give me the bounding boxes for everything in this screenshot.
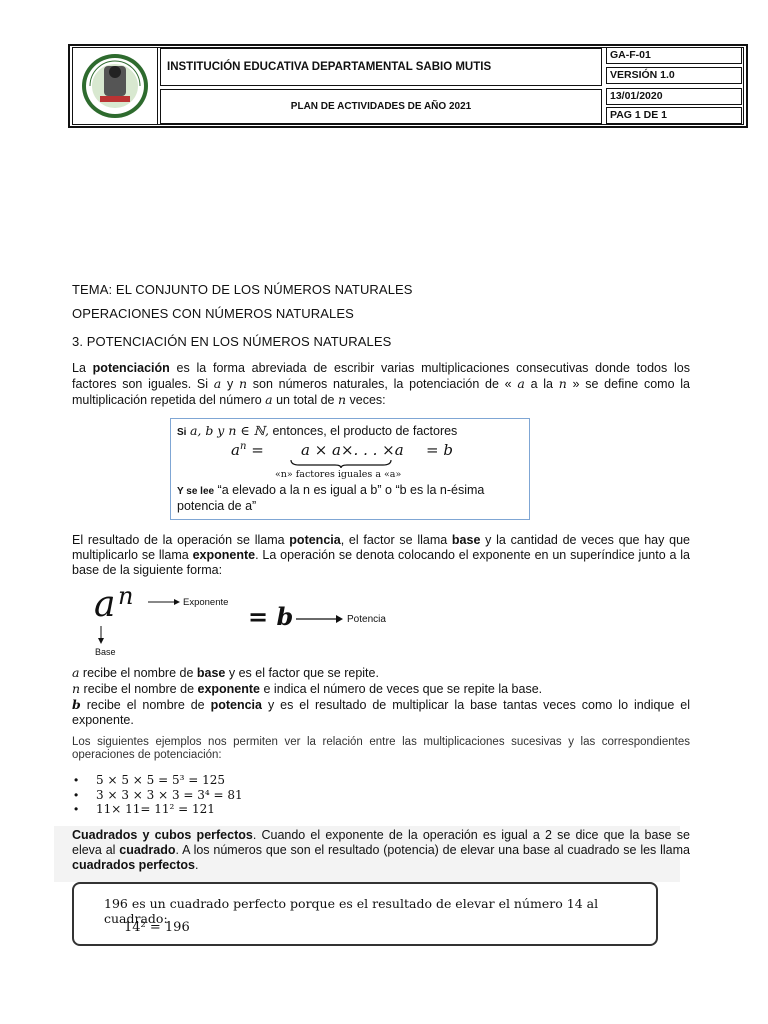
role-exponent: n recibe el nombre de exponente e indica el número de veces que se repite la base.: [72, 681, 543, 696]
formula-result: = b: [426, 441, 453, 459]
definition-line1: Si a, b y n ∈ ℕ, entonces, el producto de factores: [177, 423, 458, 438]
perfect-square-example-box: [72, 882, 658, 946]
base-arrow: [97, 626, 105, 646]
formula-product: a × a×. . . ×a: [301, 441, 404, 459]
doc-version: VERSIÓN 1.0: [606, 67, 742, 84]
role-potencia: b recibe el nombre de potencia y es el resultado de multiplicar la base tantas veces como lo indique el exponente.: [72, 697, 690, 727]
base-label: Base: [95, 647, 116, 657]
definition-box: [170, 418, 530, 520]
diagram-base-letter: a: [94, 584, 116, 625]
plan-title: PLAN DE ACTIVIDADES DE AÑO 2021: [160, 89, 602, 124]
exponente-label: Exponente: [183, 597, 229, 608]
example-box-line2: 14² = 196: [124, 920, 190, 935]
doc-page: PAG 1 DE 1: [606, 107, 742, 124]
potencia-arrow: [296, 614, 344, 624]
example-item: • 5 × 5 × 5 = 5³ = 125: [74, 773, 225, 787]
intro-paragraph: La potenciación es la forma abreviada de escribir varias multiplicaciones consecutivas donde todos los factores son iguales. Si a y n son números naturales, la potenciación de « a a la n » se define como la multiplicación repetida del número a un total de n veces:: [72, 361, 690, 407]
underbrace-label: «n» factores iguales a «a»: [275, 469, 402, 480]
cuadrados-paragraph: Cuadrados y cubos perfectos. Cuando el exponente de la operación es igual a 2 se dice que la base se eleva al cuadrado. A los números que son el resultado (potencia) de elevar una base al cuadrado se les llama cuadrados perfectos.: [72, 828, 690, 872]
examples-intro: Los siguientes ejemplos nos permiten ver la relación entre las multiplicaciones sucesivas y las correspondientes operaciones de potenciación:: [72, 736, 690, 761]
diagram-exponent-letter: n: [118, 582, 134, 610]
example-item: • 3 × 3 × 3 × 3 = 3⁴ = 81: [74, 788, 243, 802]
definition-reading: Y se lee “a elevado a la n es igual a b” o “b es la n-ésima potencia de a”: [177, 483, 485, 513]
topic-subtitle: OPERACIONES CON NÚMEROS NATURALES: [72, 306, 354, 321]
example-item: • 11× 11= 11² = 121: [74, 802, 215, 816]
doc-code: GA-F-01: [606, 47, 742, 64]
diagram-equals-b: = b: [248, 602, 294, 631]
section-heading: 3. POTENCIACIÓN EN LOS NÚMEROS NATURALES: [72, 334, 392, 349]
potencia-label: Potencia: [347, 614, 386, 625]
underbrace: [289, 459, 393, 469]
example-box-line1: 196 es un cuadrado perfecto porque es el resultado de elevar el número 14 al cuadrado:: [104, 896, 599, 926]
school-seal-logo: [80, 52, 150, 120]
exponent-arrow: [148, 598, 182, 606]
topic-title: TEMA: EL CONJUNTO DE LOS NÚMEROS NATURALES: [72, 282, 413, 297]
result-paragraph: El resultado de la operación se llama potencia, el factor se llama base y la cantidad de veces que hay que multiplicarlo se llama exponente. La operación se denota colocando el exponente en un superíndice junto a la base de la siguiente forma:: [72, 533, 690, 577]
role-base: a recibe el nombre de base y es el factor que se repite.: [72, 665, 379, 680]
institution-name: INSTITUCIÓN EDUCATIVA DEPARTAMENTAL SABIO MUTIS: [160, 48, 602, 86]
doc-date: 13/01/2020: [606, 88, 742, 105]
formula-lhs: $a^n$ =: [231, 441, 264, 459]
